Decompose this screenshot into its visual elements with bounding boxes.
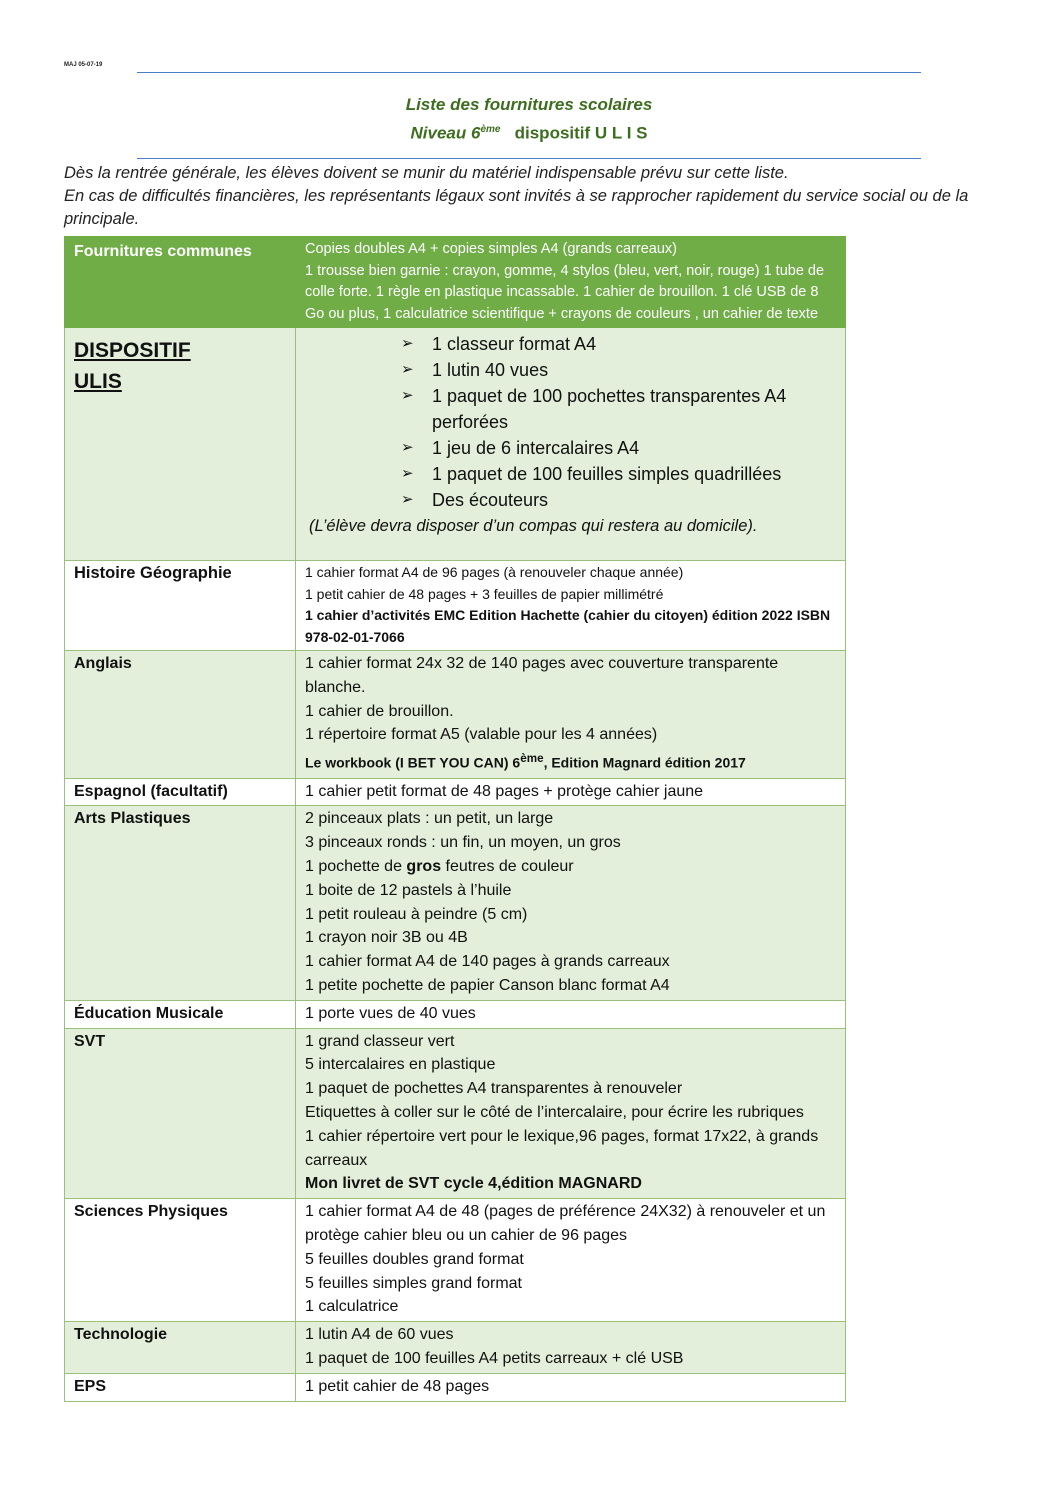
ulis-list	[305, 329, 836, 513]
document-title	[0, 92, 1058, 146]
document-reference: MAJ 05-07-19	[64, 62, 103, 68]
arrow-bullet-icon: ➢	[401, 387, 414, 404]
items-cell: 1 porte vues de 40 vues	[296, 1000, 846, 1028]
list-item: ➢ 1 paquet de 100 feuilles simples quadrillées	[401, 461, 836, 487]
table-row	[65, 651, 846, 779]
title-line-2: Niveau 6ème dispositif U L I S	[410, 123, 648, 143]
table-row	[65, 1322, 846, 1374]
items-cell	[296, 328, 846, 561]
intro-line-2: En cas de difficultés financières, les représentants légaux sont invités à se rapprocher rapidement du service social ou de la principale.	[64, 187, 969, 228]
intro-text	[64, 162, 984, 231]
subject-cell: Technologie	[65, 1322, 296, 1374]
list-item: ➢ 1 paquet de 100 pochettes transparentes A4 perforées	[401, 383, 836, 435]
arrow-bullet-icon: ➢	[401, 361, 414, 378]
subject-cell: Sciences Physiques	[65, 1199, 296, 1322]
arrow-bullet-icon: ➢	[401, 439, 414, 456]
subject-cell: Espagnol (facultatif)	[65, 778, 296, 806]
subject-cell: Anglais	[65, 651, 296, 779]
subject-cell: Arts Plastiques	[65, 806, 296, 1000]
title-line-1: Liste des fournitures scolaires	[405, 95, 653, 114]
items-cell: 2 pinceaux plats : un petit, un large 3 pinceaux ronds : un fin, un moyen, un gros 1 pochette de gros feutres de couleur 1 boite de 12 pastels à l’huile 1 petit rouleau à peindre (5 cm) 1 crayon noir 3B ou 4B 1 cahier format A4 de 140 pages à grands carreaux 1 petite pochette de papier Canson blanc format A4	[296, 806, 846, 1000]
items-cell: Copies doubles A4 + copies simples A4 (grands carreaux) 1 trousse bien garnie : crayon, gomme, 4 stylos (bleu, vert, noir, rouge) 1 tube de colle forte. 1 règle en plastique incassable. 1 cahier de brouillon. 1 clé USB de 8 Go ou plus, 1 calculatrice scientifique + crayons de couleurs , un cahier de texte	[296, 237, 846, 328]
table-row	[65, 1373, 846, 1401]
items-cell: 1 petit cahier de 48 pages	[296, 1373, 846, 1401]
supplies-table	[64, 236, 846, 1402]
list-item: ➢ Des écouteurs	[401, 487, 836, 513]
ulis-note: (L’élève devra disposer d’un compas qui restera au domicile).	[309, 517, 758, 535]
list-item: ➢ 1 lutin 40 vues	[401, 357, 836, 383]
table-row	[65, 778, 846, 806]
top-divider	[137, 72, 921, 73]
subject-cell: Fournitures communes	[65, 237, 296, 328]
items-cell: 1 grand classeur vert 5 intercalaires en plastique 1 paquet de pochettes A4 transparentes à renouveler Etiquettes à coller sur le côté de l’intercalaire, pour écrire les rubriques 1 cahier répertoire vert pour le lexique,96 pages, format 17x22, à grands carreaux Mon livret de SVT cycle 4,édition MAGNARD	[296, 1028, 846, 1199]
arrow-bullet-icon: ➢	[401, 335, 414, 352]
subject-cell: DISPOSITIF ULIS	[65, 328, 296, 561]
items-cell: 1 lutin A4 de 60 vues 1 paquet de 100 feuilles A4 petits carreaux + clé USB	[296, 1322, 846, 1374]
bottom-divider	[137, 158, 921, 159]
arrow-bullet-icon: ➢	[401, 465, 414, 482]
arrow-bullet-icon: ➢	[401, 491, 414, 508]
items-cell: 1 cahier petit format de 48 pages + protège cahier jaune	[296, 778, 846, 806]
table-row	[65, 1199, 846, 1322]
table-row	[65, 1028, 846, 1199]
table-row	[65, 561, 846, 651]
table-row	[65, 806, 846, 1000]
list-item: ➢ 1 classeur format A4	[401, 331, 836, 357]
items-cell: 1 cahier format 24x 32 de 140 pages avec couverture transparente blanche. 1 cahier de brouillon. 1 répertoire format A5 (valable pour les 4 années) Le workbook (I BET YOU CAN) 6ème, Edition Magnard édition 2017	[296, 651, 846, 779]
list-item: ➢ 1 jeu de 6 intercalaires A4	[401, 435, 836, 461]
intro-line-1: Dès la rentrée générale, les élèves doivent se munir du matériel indispensable prévu sur cette liste.	[64, 164, 789, 182]
subject-cell: Histoire Géographie	[65, 561, 296, 651]
table-row	[65, 237, 846, 328]
subject-cell: EPS	[65, 1373, 296, 1401]
items-cell: 1 cahier format A4 de 48 (pages de préférence 24X32) à renouveler et un protège cahier bleu ou un cahier de 96 pages 5 feuilles doubles grand format 5 feuilles simples grand format 1 calculatrice	[296, 1199, 846, 1322]
items-cell: 1 cahier format A4 de 96 pages (à renouveler chaque année) 1 petit cahier de 48 pages + 3 feuilles de papier millimétré 1 cahier d’activités EMC Edition Hachette (cahier du citoyen) édition 2022 ISBN 978-02-01-7066	[296, 561, 846, 651]
table-row	[65, 328, 846, 561]
subject-cell: SVT	[65, 1028, 296, 1199]
subject-cell: Éducation Musicale	[65, 1000, 296, 1028]
table-row	[65, 1000, 846, 1028]
